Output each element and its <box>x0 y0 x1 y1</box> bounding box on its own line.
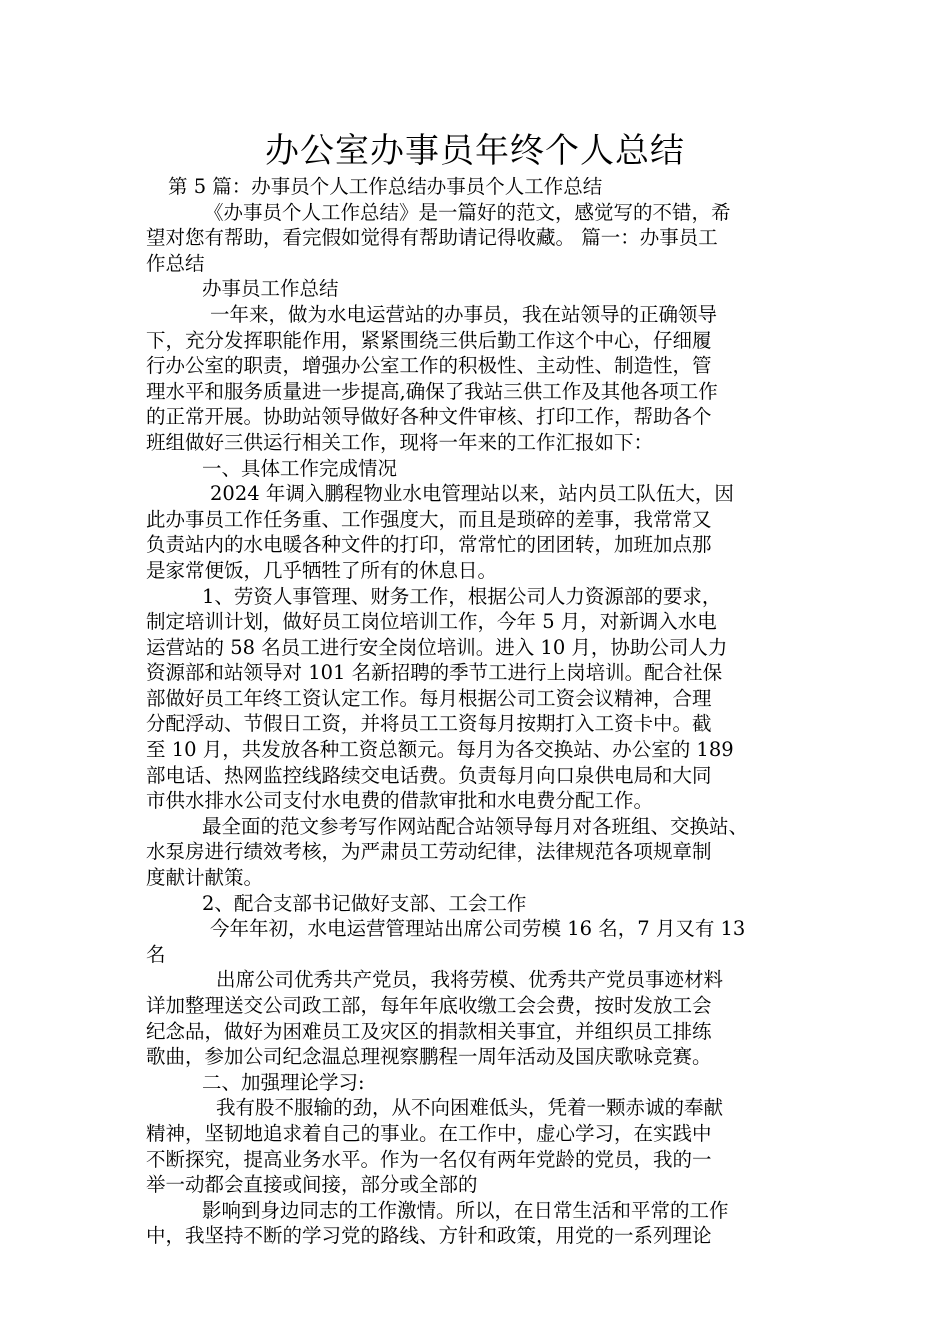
text-line: 《办事员个人工作总结》是一篇好的范文，感觉写的不错，希 <box>204 200 731 224</box>
text-line: 班组做好三供运行相关工作，现将一年来的工作汇报如下： <box>146 430 654 454</box>
text-line: 一年来，做为水电运营站的办事员，我在站领导的正确领导 <box>210 302 718 326</box>
text-line: 今年年初，水电运营管理站出席公司劳模 16 名，7 月又有 13 <box>210 917 746 941</box>
text-line: 资源部和站领导对 101 名新招聘的季节工进行上岗培训。配合社保 <box>146 661 723 685</box>
text-line: 举一动都会直接或间接，部分或全部的 <box>146 1173 478 1197</box>
text-line: 纪念品，做好为困难员工及灾区的捐款相关事宜，并组织员工排练 <box>146 1019 712 1043</box>
text-line: 歌曲，参加公司纪念温总理视察鹏程一周年活动及国庆歌咏竞赛。 <box>146 1045 712 1069</box>
text-line: 的正常开展。协助站领导做好各种文件审核、打印工作，帮助各个 <box>146 405 712 429</box>
text-line: 至 10 月，共发放各种工资总额元。每月为各交换站、办公室的 189 <box>146 738 734 762</box>
text-line: 办事员工作总结 <box>202 277 339 301</box>
text-line: 望对您有帮助，看完假如觉得有帮助请记得收藏。 篇一：办事员工 <box>146 226 718 250</box>
text-line: 理水平和服务质量进一步提高,确保了我站三供工作及其他各项工作 <box>146 379 718 403</box>
text-line: 2024 年调入鹏程物业水电管理站以来，站内员工队伍大，因 <box>210 482 734 506</box>
text-line: 名 <box>146 942 166 966</box>
text-line: 作总结 <box>146 251 205 275</box>
text-line: 分配浮动、节假日工资，并将员工工资每月按期打入工资卡中。截 <box>146 712 712 736</box>
text-line: 行办公室的职责，增强办公室工作的积极性、主动性、制造性，管 <box>146 354 712 378</box>
text-line: 水泵房进行绩效考核，为严肃员工劳动纪律，法律规范各项规章制 <box>146 840 712 864</box>
text-line: 中，我坚持不断的学习党的路线、方针和政策，用党的一系列理论 <box>146 1224 712 1248</box>
text-line: 是家常便饭，几乎牺牲了所有的休息日。 <box>146 558 498 582</box>
text-line: 下，充分发挥职能作用，紧紧围绕三供后勤工作这个中心，仔细履 <box>146 328 712 352</box>
text-line: 详加整理送交公司政工部，每年年底收缴工会会费，按时发放工会 <box>146 994 712 1017</box>
text-line: 二、加强理论学习: <box>202 1070 365 1094</box>
text-line: 市供水排水公司支付水电费的借款审批和水电费分配工作。 <box>146 789 654 813</box>
text-line: 度献计献策。 <box>146 866 264 890</box>
text-line: 部电话、热网监控线路续交电话费。负责每月向口泉供电局和大同 <box>146 763 712 787</box>
text-line: 2、配合支部书记做好支部、工会工作 <box>202 891 527 915</box>
text-line: 影响到身边同志的工作激情。所以，在日常生活和平常的工作 <box>202 1198 729 1222</box>
text-line: 第 5 篇：办事员个人工作总结办事员个人工作总结 <box>168 175 603 198</box>
text-line: 一、具体工作完成情况 <box>202 456 398 480</box>
text-line: 最全面的范文参考写作网站配合站领导每月对各班组、交换站、 <box>202 814 749 838</box>
text-line: 不断探究，提高业务水平。作为一名仅有两年党龄的党员，我的一 <box>146 1147 712 1171</box>
text-line: 精神，坚韧地追求着自己的事业。在工作中，虚心学习，在实践中 <box>146 1121 712 1145</box>
text-line: 此办事员工作任务重、工作强度大，而且是琐碎的差事，我常常又 <box>146 507 712 531</box>
text-line: 制定培训计划，做好员工岗位培训工作，今年 5 月，对新调入水电 <box>146 610 717 634</box>
text-line: 1、劳资人事管理、财务工作，根据公司人力资源部的要求， <box>202 584 722 608</box>
document-title: 办公室办事员年终个人总结 <box>265 131 685 171</box>
text-line: 负责站内的水电暖各种文件的打印，常常忙的团团转，加班加点那 <box>146 533 712 557</box>
text-line: 我有股不服输的劲，从不向困难低头，凭着一颗赤诚的奉献 <box>216 1096 724 1120</box>
text-line: 出席公司优秀共产党员，我将劳模、优秀共产党员事迹材料 <box>216 968 724 992</box>
text-line: 运营站的 58 名员工进行安全岗位培训。进入 10 月，协助公司人力 <box>146 635 728 659</box>
document-body <box>146 174 806 1249</box>
text-line: 部做好员工年终工资认定工作。每月根据公司工资会议精神，合理 <box>146 686 712 710</box>
